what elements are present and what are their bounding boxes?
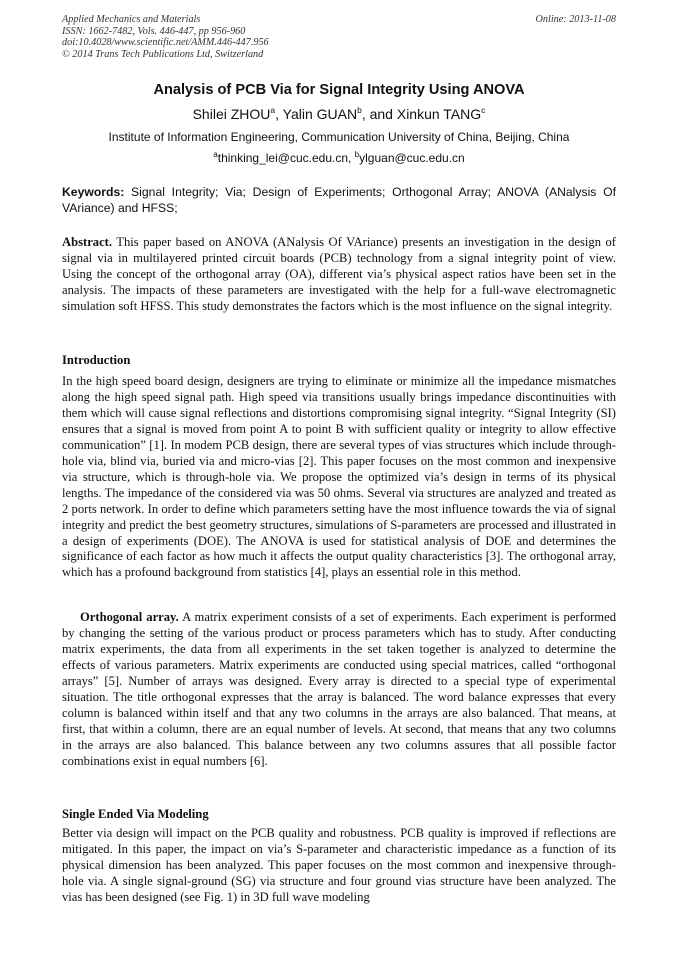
abstract-label: Abstract. bbox=[62, 235, 113, 249]
doi-line: doi:10.4028/www.scientific.net/AMM.446-447.956 bbox=[62, 37, 269, 49]
author-name: , Yalin GUAN bbox=[275, 106, 358, 122]
email-superscript: b bbox=[354, 150, 360, 159]
online-date: Online: 2013-11-08 bbox=[535, 14, 616, 25]
abstract-text: This paper based on ANOVA (ANalysis Of VAriance) presents an investigation in the design of signal via in multilayered printed circuit boards (PCB) technology from a signal integrity point of view. Using the concept of the orthogonal array (OA), different via’s physical aspect ratios have been set in the analysis. The impacts of these parameters are investigated with the help for a full-wave electromagnetic simulation soft HFSS. This study demonstrates the factors which is the most influence on the signal integrity. bbox=[62, 235, 616, 313]
author-superscript: a bbox=[270, 105, 276, 115]
orthogonal-array-label: Orthogonal array. bbox=[80, 610, 179, 624]
journal-name: Applied Mechanics and Materials bbox=[62, 14, 201, 25]
paper-title: Analysis of PCB Via for Signal Integrity Using ANOVA bbox=[153, 82, 525, 98]
affiliation: Institute of Information Engineering, Communication University of China, Beijing, China bbox=[108, 130, 570, 144]
journal-header bbox=[62, 14, 616, 60]
single-ended-heading: Single Ended Via Modeling bbox=[62, 807, 209, 821]
single-ended-paragraph: Better via design will impact on the PCB quality and robustness. PCB quality is improved if reflections are mitigated. In this paper, the impact on via’s S-parameter and characteristic impedance as a function of its physical dimension has been analyzed. This paper focuses on the most common and inexpensive through-hole via. A single signal-ground (SG) via structure and four ground vias structure have been analyzed. The vias has been designed (see Fig. 1) in 3D full wave modeling bbox=[62, 826, 616, 904]
orthogonal-array-paragraph bbox=[62, 610, 616, 770]
author-emails bbox=[62, 151, 616, 166]
author-name: , and Xinkun TANG bbox=[361, 106, 482, 122]
keywords-paragraph bbox=[62, 185, 616, 216]
abstract-paragraph bbox=[62, 235, 616, 315]
keywords-label: Keywords: bbox=[62, 185, 125, 199]
author-name: Shilei ZHOU bbox=[192, 106, 271, 122]
issn-line: ISSN: 1662-7482, Vols. 446-447, pp 956-960 bbox=[62, 25, 246, 37]
introduction-heading: Introduction bbox=[62, 353, 131, 367]
introduction-paragraph: In the high speed board design, designers are trying to eliminate or minimize all the impedance mismatches along the high speed signal path. High speed via transitions usually brings impedance discontinuities with them which will cause signal reflections and distortions compromising signal integrity. “Signal Integrity (SI) ensures that a signal is moved from point A to point B with sufficient quality or integrity to allow effective communication” [1]. In modem PCB design, there are several types of vias structures which include through-hole via, blind via, buried via and micro-vias [2]. This paper focuses on the most common and inexpensive via structure, which is through-hole via. We propose the optimized via’s design in terms of its physical lengths. The impedance of the considered via was 50 ohms. Several via structures are analyzed and treated as 2 ports network. In order to define which parameters setting have the most influence towards the via of signal integrity and predict the best geometry structures, simulations of S-parameters are processed and illustrated in a design of experiments (DOE). The ANOVA is used for statistical analysis of DOE and determines the significance of each factor as how much it affects the output quality characteristics [3]. The orthogonal array, which has a profound background from statistics [4], plays an essential role in this method. bbox=[62, 374, 616, 580]
email-superscript: a bbox=[213, 150, 218, 159]
orthogonal-array-text: A matrix experiment consists of a set of experiments. Each experiment is performed by changing the setting of the various product or process parameters which has to study. After conducting matrix experiments, the data from all experiments in the set taken together is analyzed to determine the effects of various parameters. Matrix experiments are conducted using special matrices, called “orthogonal arrays” [5]. Number of arrays was designed. Every array is directed to a special type of experimental situation. The title orthogonal expresses that the array is balanced. The word balance expresses that every column is balanced within itself and that any two columns in the arrays are also balanced. That means, at first, that within a column, there are an equal number of levels. At second, that means that any two columns in the arrays are also balanced. This balance between any two columns assures that all possible factor combinations exist in equal numbers [6]. bbox=[62, 610, 616, 768]
email-address: ylguan@cuc.edu.cn bbox=[359, 151, 465, 165]
keywords-text: Signal Integrity; Via; Design of Experiments; Orthogonal Array; ANOVA (ANalysis Of VAriance) and HFSS; bbox=[62, 185, 616, 215]
copyright-line: © 2014 Trans Tech Publications Ltd, Switzerland bbox=[62, 48, 264, 60]
email-address: thinking_lei@cuc.edu.cn, bbox=[217, 151, 355, 165]
author-list bbox=[62, 105, 616, 123]
author-superscript: c bbox=[481, 105, 486, 115]
author-superscript: b bbox=[357, 105, 362, 115]
